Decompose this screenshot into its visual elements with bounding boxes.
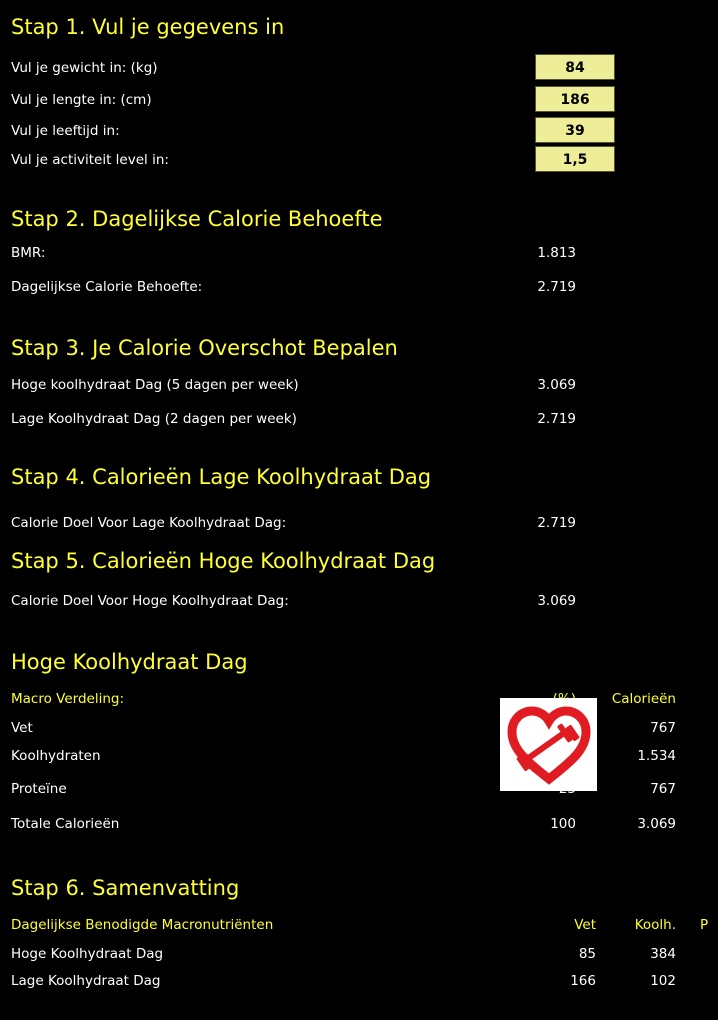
activity-level-input[interactable]: 1,5 (535, 146, 615, 172)
high-carb-goal-value: 3.069 (537, 593, 576, 609)
step6-col-vet: Vet (574, 917, 596, 933)
macro-section-title: Hoge Koolhydraat Dag (11, 650, 248, 674)
step3-row-label-0: Hoge koolhydraat Dag (5 dagen per week) (11, 377, 299, 393)
step6-col-koolh: Koolh. (634, 917, 676, 933)
macro-row-cal-1: 1.534 (637, 748, 676, 764)
weight-input[interactable]: 84 (535, 54, 615, 80)
step5-title: Stap 5. Calorieën Hoge Koolhydraat Dag (11, 549, 436, 573)
step4-row-label-0: Calorie Doel Voor Lage Koolhydraat Dag: (11, 515, 287, 531)
step1-row-label-3: Vul je activiteit level in: (11, 152, 169, 168)
macro-row-pct-3: 100 (550, 816, 576, 832)
step6-row-vet-0: 85 (578, 946, 596, 962)
low-carb-day-value: 2.719 (537, 411, 576, 427)
heart-dumbbell-icon (500, 698, 597, 791)
step2-title: Stap 2. Dagelijkse Calorie Behoefte (11, 207, 383, 231)
step6-row-label-1: Lage Koolhydraat Dag (11, 973, 161, 989)
macro-row-cal-2: 767 (650, 781, 676, 797)
macro-header-cal: Calorieën (611, 691, 676, 707)
step6-row-koolh-0: 384 (650, 946, 676, 962)
step5-row-label-0: Calorie Doel Voor Hoge Koolhydraat Dag: (11, 593, 289, 609)
height-input[interactable]: 186 (535, 86, 615, 112)
step6-subtitle: Dagelijkse Benodigde Macronutriënten (11, 917, 274, 933)
daily-calorie-need-value: 2.719 (537, 279, 576, 295)
step4-title: Stap 4. Calorieën Lage Koolhydraat Dag (11, 465, 432, 489)
step1-row-label-1: Vul je lengte in: (cm) (11, 92, 152, 108)
macro-row-cal-0: 767 (650, 720, 676, 736)
high-carb-day-value: 3.069 (537, 377, 576, 393)
step6-title: Stap 6. Samenvatting (11, 876, 240, 900)
low-carb-goal-value: 2.719 (537, 515, 576, 531)
step6-col-partial: P (700, 917, 709, 933)
macro-row-label-2: Proteïne (11, 781, 67, 797)
step1-title: Stap 1. Vul je gegevens in (11, 15, 285, 39)
macro-row-label-1: Koolhydraten (11, 748, 101, 764)
step6-row-vet-1: 166 (570, 973, 596, 989)
macro-header-label: Macro Verdeling: (11, 691, 125, 707)
step3-row-label-1: Lage Koolhydraat Dag (2 dagen per week) (11, 411, 297, 427)
step2-row-label-0: BMR: (11, 245, 46, 261)
macro-row-label-3: Totale Calorieën (11, 816, 120, 832)
macro-row-label-0: Vet (11, 720, 33, 736)
bmr-value: 1.813 (537, 245, 576, 261)
step1-row-label-2: Vul je leeftijd in: (11, 123, 120, 139)
step2-row-label-1: Dagelijkse Calorie Behoefte: (11, 279, 203, 295)
step1-row-label-0: Vul je gewicht in: (kg) (11, 60, 158, 76)
step3-title: Stap 3. Je Calorie Overschot Bepalen (11, 336, 398, 360)
age-input[interactable]: 39 (535, 117, 615, 143)
step6-row-koolh-1: 102 (650, 973, 676, 989)
macro-row-cal-3: 3.069 (637, 816, 676, 832)
step6-row-label-0: Hoge Koolhydraat Dag (11, 946, 164, 962)
